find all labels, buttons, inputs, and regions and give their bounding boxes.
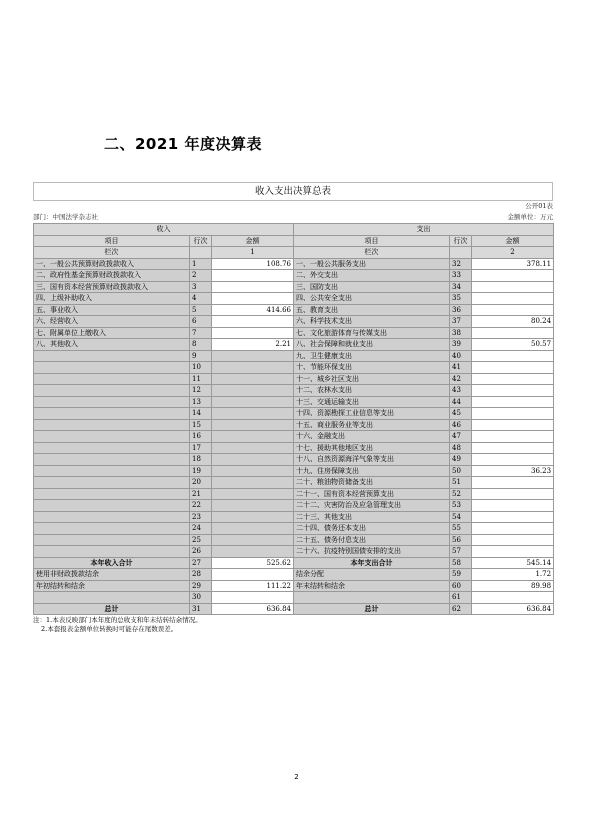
expense-amount — [472, 477, 554, 489]
table-row — [34, 511, 554, 523]
income-item — [34, 350, 190, 362]
expense-amount — [472, 362, 554, 374]
expense-amount — [472, 419, 554, 431]
income-amount — [212, 500, 294, 512]
table-row — [34, 431, 554, 443]
income-item — [34, 362, 190, 374]
income-item — [34, 534, 190, 546]
summary-expense-row-no: 58 — [450, 557, 472, 569]
income-item: 五、事业收入 — [34, 304, 190, 316]
income-item — [34, 488, 190, 500]
expense-amount — [472, 304, 554, 316]
income-item — [34, 396, 190, 408]
expense-amount — [472, 442, 554, 454]
income-item — [34, 477, 190, 489]
expense-amount — [472, 385, 554, 397]
income-amount — [212, 350, 294, 362]
income-row-no: 3 — [190, 281, 212, 293]
table-row — [34, 362, 554, 374]
table-row — [34, 396, 554, 408]
summary-expense-amount: 89.98 — [472, 580, 554, 592]
income-row-no: 7 — [190, 327, 212, 339]
income-row-no: 1 — [190, 258, 212, 270]
table-row — [34, 316, 554, 328]
income-item — [34, 500, 190, 512]
expense-item: 三、国防支出 — [294, 281, 450, 293]
income-expense-table — [33, 223, 554, 615]
summary-expense-label — [294, 592, 450, 604]
budget-sheet — [33, 182, 553, 634]
expense-row-no: 47 — [450, 431, 472, 443]
income-item — [34, 442, 190, 454]
summary-income-label: 使用非财政拨款结余 — [34, 569, 190, 581]
expense-item: 四、公共安全支出 — [294, 293, 450, 305]
income-row-no: 17 — [190, 442, 212, 454]
income-row-no: 22 — [190, 500, 212, 512]
income-amount — [212, 385, 294, 397]
income-amount — [212, 396, 294, 408]
summary-income-row-no: 31 — [190, 603, 212, 615]
expense-amount — [472, 408, 554, 420]
summary-expense-row-no: 60 — [450, 580, 472, 592]
income-amount — [212, 454, 294, 466]
expense-amount — [472, 431, 554, 443]
income-item — [34, 408, 190, 420]
expense-row-no: 57 — [450, 546, 472, 558]
income-row-no: 16 — [190, 431, 212, 443]
expense-item: 十五、商业服务业等支出 — [294, 419, 450, 431]
income-row-no: 14 — [190, 408, 212, 420]
expense-amount — [472, 523, 554, 535]
expense-row-no: 44 — [450, 396, 472, 408]
income-column-no-label: 栏次 — [34, 247, 190, 259]
expense-item-header: 项目 — [294, 235, 450, 247]
table-row — [34, 270, 554, 282]
table-row — [34, 327, 554, 339]
expense-row-no: 49 — [450, 454, 472, 466]
summary-expense-label: 年末结转和结余 — [294, 580, 450, 592]
form-number-row — [33, 201, 553, 212]
summary-income-label: 本年收入合计 — [34, 557, 190, 569]
summary-income-amount: 636.84 — [212, 603, 294, 615]
expense-row-no: 38 — [450, 327, 472, 339]
section-header-row — [34, 224, 554, 236]
income-item — [34, 511, 190, 523]
expense-row-no: 52 — [450, 488, 472, 500]
expense-item: 二十四、债务还本支出 — [294, 523, 450, 535]
expense-item: 十二、农林水支出 — [294, 385, 450, 397]
expense-amount — [472, 281, 554, 293]
income-row-no: 10 — [190, 362, 212, 374]
income-item: 八、其他收入 — [34, 339, 190, 351]
income-amount — [212, 362, 294, 374]
summary-expense-row-no: 61 — [450, 592, 472, 604]
note-2: 2.本套报表金额单位转换时可能存在尾数误差。 — [41, 625, 178, 633]
income-row-no: 24 — [190, 523, 212, 535]
summary-row — [34, 569, 554, 581]
income-row-no: 11 — [190, 373, 212, 385]
income-row-no: 15 — [190, 419, 212, 431]
expense-column-no-label: 栏次 — [294, 247, 450, 259]
summary-income-amount — [212, 569, 294, 581]
expense-item: 二十六、抗疫特别国债安排的支出 — [294, 546, 450, 558]
income-amount — [212, 316, 294, 328]
expense-item: 十八、自然资源海洋气象等支出 — [294, 454, 450, 466]
income-amount — [212, 419, 294, 431]
income-row-no: 20 — [190, 477, 212, 489]
expense-amount — [472, 511, 554, 523]
table-row — [34, 304, 554, 316]
expense-row-no: 53 — [450, 500, 472, 512]
income-amount — [212, 511, 294, 523]
expense-amount-header: 金额 — [472, 235, 554, 247]
expense-amount: 36.23 — [472, 465, 554, 477]
expense-item: 九、卫生健康支出 — [294, 350, 450, 362]
expense-row-no: 40 — [450, 350, 472, 362]
sheet-title: 收入支出决算总表 — [33, 182, 553, 201]
table-row — [34, 442, 554, 454]
income-amount — [212, 534, 294, 546]
summary-row — [34, 592, 554, 604]
summary-expense-amount: 545.14 — [472, 557, 554, 569]
table-row — [34, 534, 554, 546]
summary-income-row-no: 27 — [190, 557, 212, 569]
expense-column-no-blank — [450, 247, 472, 259]
expense-row-no: 56 — [450, 534, 472, 546]
table-row — [34, 350, 554, 362]
income-amount — [212, 488, 294, 500]
expense-item: 十三、交通运输支出 — [294, 396, 450, 408]
income-amount — [212, 465, 294, 477]
expense-row-no: 32 — [450, 258, 472, 270]
income-row-no: 26 — [190, 546, 212, 558]
expense-amount — [472, 488, 554, 500]
income-row-no: 13 — [190, 396, 212, 408]
expense-item: 二十一、国有资本经营预算支出 — [294, 488, 450, 500]
income-item: 一、一般公共预算财政拨款收入 — [34, 258, 190, 270]
income-row-no: 25 — [190, 534, 212, 546]
income-row-no: 8 — [190, 339, 212, 351]
income-header: 收入 — [34, 224, 294, 236]
table-row — [34, 523, 554, 535]
summary-income-row-no: 30 — [190, 592, 212, 604]
income-amount: 2.21 — [212, 339, 294, 351]
income-row-no: 4 — [190, 293, 212, 305]
income-amount — [212, 293, 294, 305]
expense-item: 二十二、灾害防治及应急管理支出 — [294, 500, 450, 512]
income-amount — [212, 270, 294, 282]
table-row — [34, 465, 554, 477]
income-row-no: 18 — [190, 454, 212, 466]
summary-income-amount: 111.22 — [212, 580, 294, 592]
expense-row-no: 34 — [450, 281, 472, 293]
expense-item: 十一、城乡社区支出 — [294, 373, 450, 385]
income-column-no-blank — [190, 247, 212, 259]
summary-expense-row-no: 59 — [450, 569, 472, 581]
expense-row-no: 36 — [450, 304, 472, 316]
expense-item: 七、文化旅游体育与传媒支出 — [294, 327, 450, 339]
income-item — [34, 546, 190, 558]
income-item: 二、政府性基金预算财政拨款收入 — [34, 270, 190, 282]
income-item — [34, 419, 190, 431]
income-row-no: 23 — [190, 511, 212, 523]
income-row-no: 21 — [190, 488, 212, 500]
expense-row-no: 51 — [450, 477, 472, 489]
expense-item: 十七、援助其他地区支出 — [294, 442, 450, 454]
table-row — [34, 500, 554, 512]
expense-row-no: 45 — [450, 408, 472, 420]
summary-expense-label: 本年支出合计 — [294, 557, 450, 569]
summary-income-amount: 525.62 — [212, 557, 294, 569]
expense-amount: 80.24 — [472, 316, 554, 328]
summary-row — [34, 557, 554, 569]
note-1: 注：1.本表反映部门本年度的总收支和年末结转结余情况。 — [33, 616, 202, 624]
summary-row — [34, 580, 554, 592]
summary-expense-amount: 1.72 — [472, 569, 554, 581]
summary-expense-amount: 636.84 — [472, 603, 554, 615]
summary-expense-label: 总计 — [294, 603, 450, 615]
expense-amount — [472, 373, 554, 385]
income-item: 七、附属单位上缴收入 — [34, 327, 190, 339]
summary-income-row-no: 29 — [190, 580, 212, 592]
income-amount — [212, 442, 294, 454]
expense-amount — [472, 546, 554, 558]
table-row — [34, 546, 554, 558]
expense-item: 五、教育支出 — [294, 304, 450, 316]
form-number: 公开01表 — [525, 202, 553, 210]
expense-item: 二、外交支出 — [294, 270, 450, 282]
income-column-no: 1 — [212, 247, 294, 259]
summary-expense-amount — [472, 592, 554, 604]
expense-item: 二十、粮油物资储备支出 — [294, 477, 450, 489]
table-row — [34, 258, 554, 270]
expense-amount — [472, 270, 554, 282]
expense-amount — [472, 534, 554, 546]
income-amount: 414.66 — [212, 304, 294, 316]
department-row — [33, 212, 553, 223]
expense-item: 六、科学技术支出 — [294, 316, 450, 328]
table-row — [34, 488, 554, 500]
income-row-no: 2 — [190, 270, 212, 282]
expense-amount — [472, 396, 554, 408]
expense-amount — [472, 293, 554, 305]
expense-row-no: 48 — [450, 442, 472, 454]
table-row — [34, 281, 554, 293]
expense-row-no-header: 行次 — [450, 235, 472, 247]
summary-row — [34, 603, 554, 615]
income-row-no-header: 行次 — [190, 235, 212, 247]
expense-row-no: 42 — [450, 373, 472, 385]
expense-row-no: 54 — [450, 511, 472, 523]
column-number-row — [34, 247, 554, 259]
table-row — [34, 408, 554, 420]
summary-income-label: 总计 — [34, 603, 190, 615]
table-row — [34, 339, 554, 351]
income-row-no: 9 — [190, 350, 212, 362]
summary-income-amount — [212, 592, 294, 604]
income-amount — [212, 373, 294, 385]
expense-item: 十四、资源勘探工业信息等支出 — [294, 408, 450, 420]
table-row — [34, 373, 554, 385]
income-amount — [212, 408, 294, 420]
income-row-no: 19 — [190, 465, 212, 477]
summary-income-label: 年初结转和结余 — [34, 580, 190, 592]
income-item: 三、国有资本经营预算财政拨款收入 — [34, 281, 190, 293]
table-row — [34, 385, 554, 397]
income-item — [34, 431, 190, 443]
expense-row-no: 50 — [450, 465, 472, 477]
income-item — [34, 465, 190, 477]
summary-income-row-no: 28 — [190, 569, 212, 581]
summary-expense-label: 结余分配 — [294, 569, 450, 581]
expense-row-no: 41 — [450, 362, 472, 374]
income-item: 四、上级补助收入 — [34, 293, 190, 305]
table-row — [34, 454, 554, 466]
income-amount-header: 金额 — [212, 235, 294, 247]
expense-row-no: 33 — [450, 270, 472, 282]
income-row-no: 6 — [190, 316, 212, 328]
expense-row-no: 37 — [450, 316, 472, 328]
income-row-no: 12 — [190, 385, 212, 397]
expense-item: 二十五、债务付息支出 — [294, 534, 450, 546]
income-amount — [212, 523, 294, 535]
expense-row-no: 46 — [450, 419, 472, 431]
page-title: 二、2021 年度决算表 — [104, 135, 262, 153]
income-item — [34, 385, 190, 397]
expense-amount — [472, 327, 554, 339]
notes — [33, 616, 553, 634]
expense-header: 支出 — [294, 224, 554, 236]
expense-amount: 378.11 — [472, 258, 554, 270]
income-item: 六、经营收入 — [34, 316, 190, 328]
page-number: 2 — [294, 773, 299, 781]
income-item — [34, 523, 190, 535]
expense-row-no: 43 — [450, 385, 472, 397]
expense-item: 二十三、其他支出 — [294, 511, 450, 523]
expense-item: 一、一般公共服务支出 — [294, 258, 450, 270]
income-item — [34, 454, 190, 466]
column-header-row — [34, 235, 554, 247]
income-item — [34, 373, 190, 385]
income-amount: 108.76 — [212, 258, 294, 270]
expense-amount: 50.57 — [472, 339, 554, 351]
summary-income-label — [34, 592, 190, 604]
income-amount — [212, 281, 294, 293]
expense-column-no: 2 — [472, 247, 554, 259]
income-row-no: 5 — [190, 304, 212, 316]
summary-expense-row-no: 62 — [450, 603, 472, 615]
expense-row-no: 39 — [450, 339, 472, 351]
table-row — [34, 293, 554, 305]
income-amount — [212, 546, 294, 558]
expense-amount — [472, 500, 554, 512]
expense-item: 十、节能环保支出 — [294, 362, 450, 374]
table-row — [34, 419, 554, 431]
income-amount — [212, 477, 294, 489]
expense-amount — [472, 350, 554, 362]
income-item-header: 项目 — [34, 235, 190, 247]
income-amount — [212, 431, 294, 443]
expense-item: 八、社会保障和就业支出 — [294, 339, 450, 351]
income-amount — [212, 327, 294, 339]
expense-amount — [472, 454, 554, 466]
table-row — [34, 477, 554, 489]
department-label: 部门：中国法学杂志社 — [33, 213, 98, 221]
expense-item: 十六、金融支出 — [294, 431, 450, 443]
expense-row-no: 35 — [450, 293, 472, 305]
unit-label: 金额单位：万元 — [507, 213, 553, 221]
expense-row-no: 55 — [450, 523, 472, 535]
expense-item: 十九、住房保障支出 — [294, 465, 450, 477]
